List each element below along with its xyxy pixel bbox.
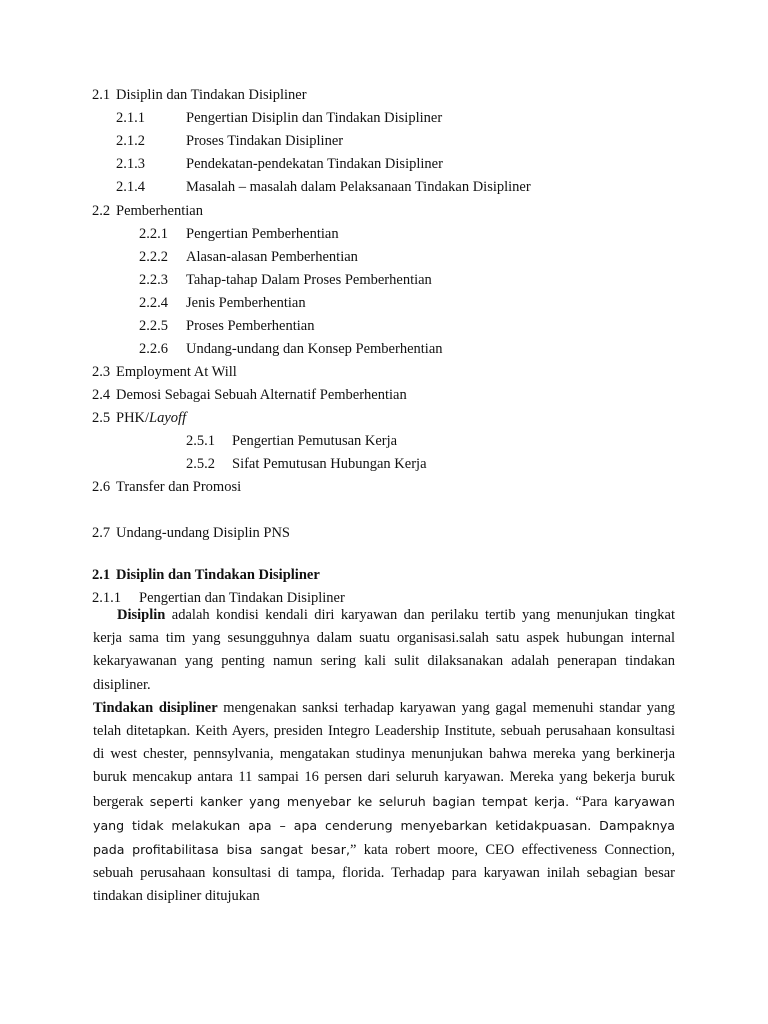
- paragraph-tindakan: Tindakan disipliner mengenakan sanksi terhadap karyawan yang gagal memenuhi standar yang telah ditetapkan. Keith Ayers, presiden Integro Leadership Institute, sebuah perusahaan konsultasi di west chester, pennsylvania, mengatakan studinya menunjukan bahwa mereka yang berkinerja buruk mencakup antara 11 sampai 16 persen dari seluruh karyawan. Mereka yang bekerja buruk bergerak seperti kanker yang menyebar ke seluruh bagian tempat kerja. “Para karyawan yang tidak melakukan apa – apa cenderung menyebarkan ketidakpuasan. Dampaknya pada profitabilitasa bisa sangat besar,” kata robert moore, CEO effectiveness Connection, sebuah perusahaan konsultasi di tampa, florida. Terhadap para karyawan inilah sebagian besar tindakan disipliner ditujukan: [93, 699, 675, 905]
- body-text: [93, 604, 675, 909]
- paragraph-disiplin: Disiplin adalah kondisi kendali diri karyawan dan perilaku tertib yang menunjukan tingkat kerja sama tim yang sesungguhnya dalam suatu organisasi.salah satu aspek hubungan internal kekaryawanan yang penting namun sering kali sulit dilaksanakan adalah penerapan tindakan disipliner.: [93, 607, 675, 693]
